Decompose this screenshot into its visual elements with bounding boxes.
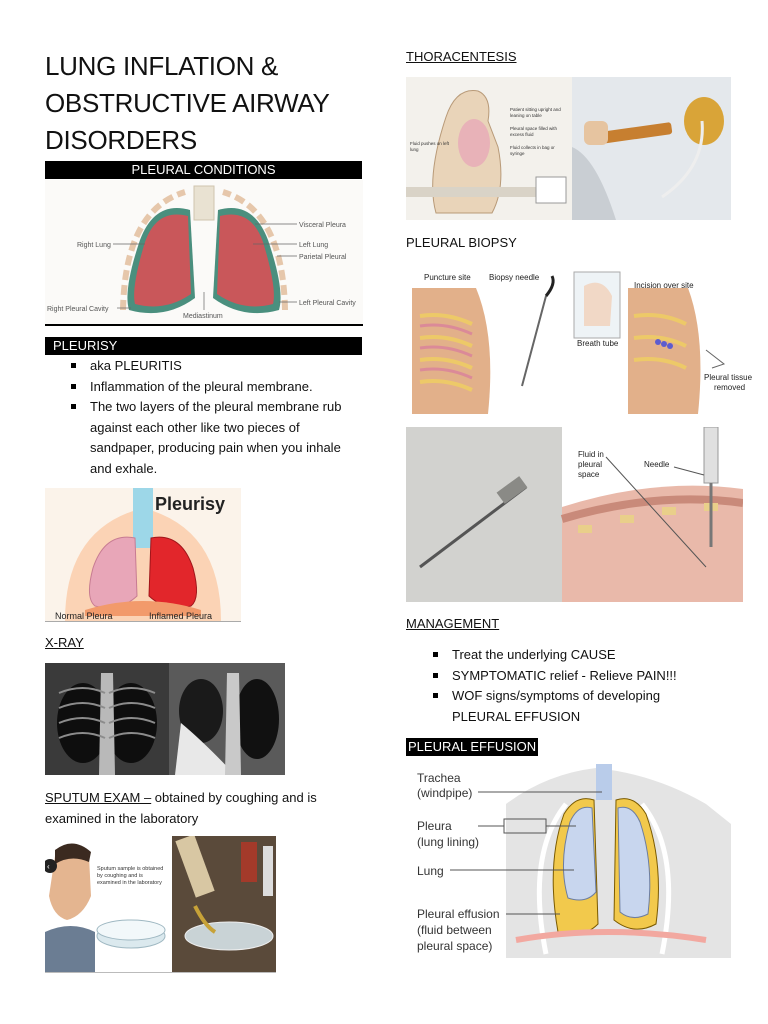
list-item: The two layers of the pleural membrane rub against each other like two pieces of sandpaper, producing pain when you inhale and exhale. bbox=[62, 397, 362, 479]
xray-image bbox=[45, 663, 285, 775]
pleural-conditions-diagram bbox=[45, 180, 363, 324]
sputum-text: obtained by coughing and is bbox=[151, 790, 317, 805]
thoracentesis-space-label: Pleural space filled with excess fluid bbox=[510, 126, 558, 137]
thoracentesis-collects-label: Fluid collects in bag or syringe bbox=[510, 145, 555, 156]
pleural-effusion-label: (fluid between bbox=[417, 923, 492, 937]
pleural-effusion-diagram bbox=[406, 764, 731, 958]
sputum-text: examined in the laboratory bbox=[45, 810, 199, 826]
thoracentesis-heading: THORACENTESIS bbox=[406, 49, 517, 64]
title-line: LUNG INFLATION & bbox=[45, 51, 279, 81]
list-item: SYMPTOMATIC relief - Relieve PAIN!!! bbox=[424, 666, 724, 687]
sputum-image bbox=[45, 836, 276, 973]
pleura-label: (lung lining) bbox=[417, 835, 480, 849]
visceral-pleura-label: Visceral Pleura bbox=[299, 222, 346, 229]
title-line: OBSTRUCTIVE AIRWAY bbox=[45, 88, 330, 118]
management-bullets bbox=[424, 645, 724, 727]
puncture-site-label: Puncture site bbox=[424, 273, 471, 282]
list-item: aka PLEURITIS bbox=[62, 356, 362, 377]
pleurisy-image-title: Pleurisy bbox=[155, 494, 226, 514]
sputum-image-caption: Sputum sample is obtained by coughing and is examined in the laboratory bbox=[97, 866, 164, 886]
thoracentesis-lung-label: Fluid pushes on left lung bbox=[410, 141, 450, 152]
pleurisy-bullets bbox=[62, 356, 362, 479]
inflamed-pleura-label: Inflamed Pleura bbox=[149, 611, 213, 621]
xray-heading: X-RAY bbox=[45, 635, 84, 650]
lung-label: Lung bbox=[417, 864, 444, 878]
list-item: Inflammation of the pleural membrane. bbox=[62, 377, 362, 398]
right-lung-label: Right Lung bbox=[77, 242, 111, 249]
page-title bbox=[45, 48, 365, 159]
trachea-label: Trachea bbox=[417, 771, 461, 785]
fluid-label: space bbox=[578, 470, 600, 479]
management-heading: MANAGEMENT bbox=[406, 616, 500, 631]
incision-label: Incision over site bbox=[634, 281, 694, 290]
pleural-effusion-label: Pleural effusion bbox=[417, 907, 500, 921]
pleurisy-header: PLEURISY bbox=[45, 337, 362, 355]
pleura-label: Pleura bbox=[417, 819, 452, 833]
parietal-pleura-label: Parietal Pleural bbox=[299, 254, 347, 261]
biopsy-needle-label: Biopsy needle bbox=[489, 273, 540, 282]
pleural-biopsy-heading: PLEURAL BIOPSY bbox=[406, 235, 517, 250]
pleural-conditions-header: PLEURAL CONDITIONS bbox=[45, 161, 362, 179]
pleural-effusion-label: pleural space) bbox=[417, 939, 493, 953]
thoracentesis-patient-label: Patient sitting upright and leaning on table bbox=[510, 107, 561, 118]
list-item: Treat the underlying CAUSE bbox=[424, 645, 724, 666]
biopsy-needle-image bbox=[406, 427, 743, 602]
divider bbox=[45, 324, 363, 326]
right-pleural-cavity-label: Right Pleural Cavity bbox=[47, 306, 109, 313]
pleural-tissue-label: Pleural tissue bbox=[704, 373, 753, 382]
pleural-biopsy-illustration bbox=[406, 266, 754, 416]
normal-pleura-label: Normal Pleura bbox=[55, 611, 113, 621]
trachea-label: (windpipe) bbox=[417, 786, 473, 800]
svg-text:‹: ‹ bbox=[47, 862, 50, 871]
thoracentesis-image bbox=[406, 77, 731, 220]
tissue-removed-label: removed bbox=[714, 383, 746, 392]
fluid-label: pleural bbox=[578, 460, 603, 469]
sputum-heading: SPUTUM EXAM – bbox=[45, 790, 152, 805]
needle-label: Needle bbox=[644, 460, 670, 469]
title-line: DISORDERS bbox=[45, 125, 197, 155]
pleurisy-image bbox=[45, 488, 241, 622]
left-lung-label: Left Lung bbox=[299, 242, 329, 249]
fluid-label: Fluid in bbox=[578, 450, 604, 459]
sputum-exam-text bbox=[45, 788, 365, 829]
breath-tube-label: Breath tube bbox=[577, 339, 619, 348]
left-pleural-cavity-label: Left Pleural Cavity bbox=[299, 300, 356, 307]
mediastinum-label: Mediastinum bbox=[183, 313, 223, 320]
pleural-effusion-heading: PLEURAL EFFUSION bbox=[408, 739, 537, 754]
list-item: WOF signs/symptoms of developing PLEURAL EFFUSION bbox=[424, 686, 692, 727]
